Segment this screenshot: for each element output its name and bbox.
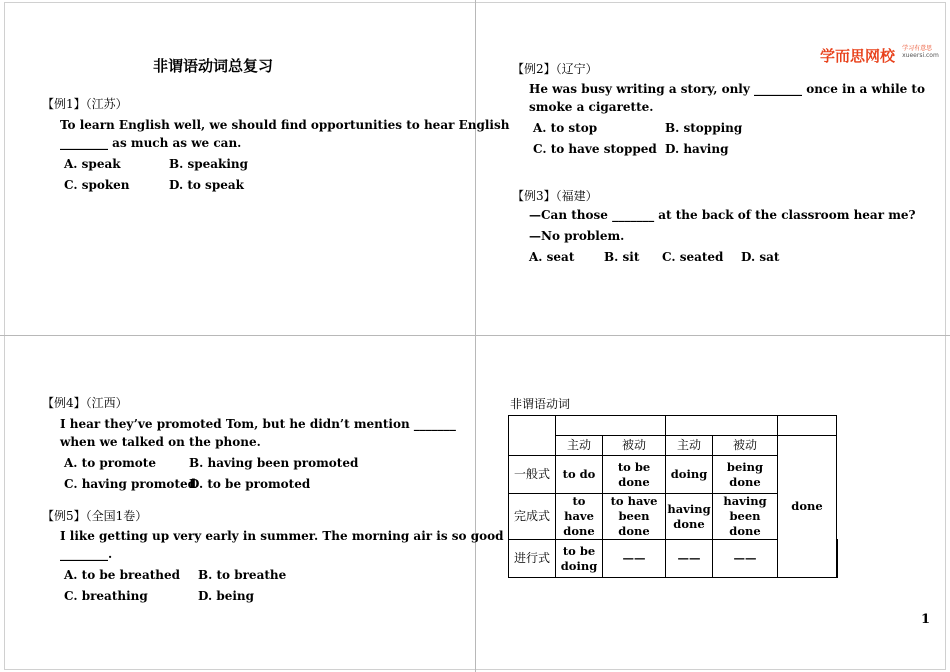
example-label: 【例1】（江苏） bbox=[42, 97, 128, 111]
option-a: A. to promote bbox=[64, 456, 156, 470]
option-c: C. to have stopped bbox=[533, 142, 657, 156]
subheader-passive: 被动 bbox=[713, 436, 778, 456]
question-text: I hear they’ve promoted Tom, but he didn’t mention _______ bbox=[60, 417, 456, 431]
corner-cell bbox=[509, 416, 556, 456]
table-cell: to have done bbox=[556, 494, 603, 540]
question-text: —No problem. bbox=[529, 229, 625, 243]
table-cell: —— bbox=[666, 540, 713, 578]
option-c: C. seated bbox=[662, 250, 724, 264]
option-d: D. being bbox=[198, 589, 255, 603]
page-number: 1 bbox=[921, 612, 931, 627]
option-a: A. to stop bbox=[533, 121, 598, 135]
example-label: 【例2】（辽宁） bbox=[512, 62, 598, 76]
group-header-cell bbox=[778, 416, 837, 436]
table-cell: —— bbox=[603, 540, 666, 578]
table-cell: to be doing bbox=[556, 540, 603, 578]
group-header-cell bbox=[556, 416, 666, 436]
option-a: A. speak bbox=[64, 157, 121, 171]
option-a: A. seat bbox=[529, 250, 575, 264]
vertical-divider bbox=[475, 0, 476, 672]
example-label: 【例5】（全国1卷） bbox=[42, 509, 148, 523]
question-text: I like getting up very early in summer. The morning air is so good bbox=[60, 529, 504, 543]
table-title: 非谓语动词 bbox=[510, 397, 571, 411]
merged-done-cell: done bbox=[778, 436, 837, 578]
example-label: 【例4】（江西） bbox=[42, 396, 128, 410]
option-c: C. having promoted bbox=[64, 477, 197, 491]
option-d: D. sat bbox=[741, 250, 780, 264]
table-cell bbox=[837, 540, 838, 578]
table-cell: to be done bbox=[603, 456, 666, 494]
option-a: A. to be breathed bbox=[64, 568, 181, 582]
subheader-active: 主动 bbox=[556, 436, 603, 456]
option-b: B. to breathe bbox=[198, 568, 287, 582]
table-cell: —— bbox=[713, 540, 778, 578]
question-text: ________ as much as we can. bbox=[60, 136, 242, 150]
slide-title: 非谓语动词总复习 bbox=[153, 57, 274, 75]
logo-slogan: 学习有意思 bbox=[902, 45, 933, 52]
question-text: To learn English well, we should find opportunities to hear English bbox=[60, 118, 510, 132]
option-d: D. to speak bbox=[169, 178, 244, 192]
subheader-active: 主动 bbox=[666, 436, 713, 456]
option-b: B. stopping bbox=[665, 121, 743, 135]
table-cell: having been done bbox=[713, 494, 778, 540]
option-c: C. breathing bbox=[64, 589, 148, 603]
question-text: smoke a cigarette. bbox=[529, 100, 654, 114]
logo-text: 学而思网校 bbox=[820, 47, 896, 65]
option-b: B. having been promoted bbox=[189, 456, 359, 470]
question-text: when we talked on the phone. bbox=[60, 435, 261, 449]
table-cell: to do bbox=[556, 456, 603, 494]
table-cell: doing bbox=[666, 456, 713, 494]
question-text: ________. bbox=[60, 547, 113, 561]
table-cell: having done bbox=[666, 494, 713, 540]
row-label: 完成式 bbox=[509, 494, 556, 540]
example-label: 【例3】（福建） bbox=[512, 189, 598, 203]
option-d: D. having bbox=[665, 142, 729, 156]
question-text: He was busy writing a story, only ________ once in a while to bbox=[529, 82, 925, 96]
nonfinite-verb-table bbox=[508, 415, 838, 578]
row-label: 一般式 bbox=[509, 456, 556, 494]
subheader-passive: 被动 bbox=[603, 436, 666, 456]
logo-url: xueersi.com bbox=[902, 52, 939, 59]
row-label: 进行式 bbox=[509, 540, 556, 578]
table-cell: to have been done bbox=[603, 494, 666, 540]
option-c: C. spoken bbox=[64, 178, 130, 192]
table-cell: being done bbox=[713, 456, 778, 494]
question-text: —Can those _______ at the back of the classroom hear me? bbox=[529, 208, 916, 222]
option-d: D. to be promoted bbox=[189, 477, 311, 491]
brand-logo bbox=[820, 45, 939, 66]
option-b: B. speaking bbox=[169, 157, 249, 171]
group-header-cell bbox=[666, 416, 778, 436]
option-b: B. sit bbox=[604, 250, 640, 264]
